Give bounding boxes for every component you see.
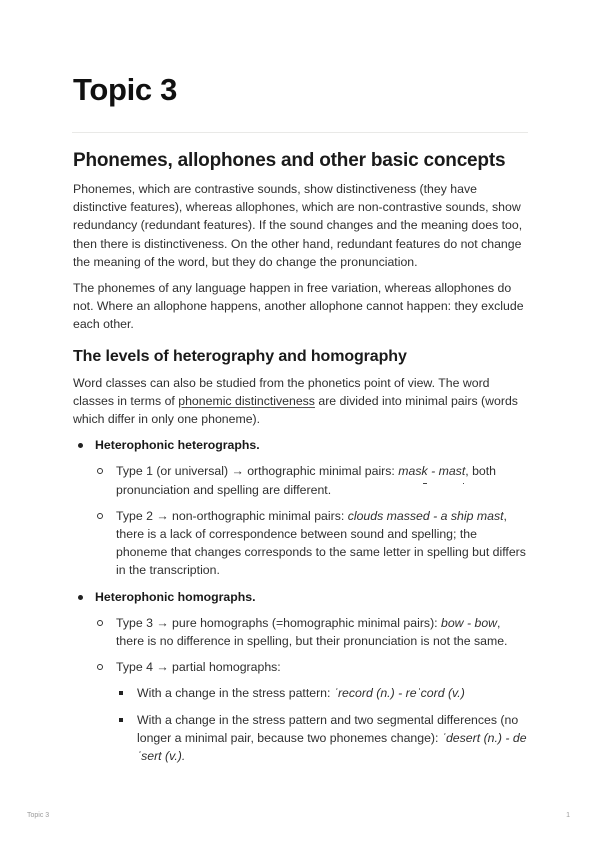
list-item-type-3: Type 3 → pure homographs (=homographic minimal pairs): bow - bow, there is no difference in spelling, but their pronunciation is not the same. xyxy=(95,614,529,650)
document-content xyxy=(73,148,529,773)
partial-homographs-sublist xyxy=(116,684,529,765)
bullet-circle-icon xyxy=(97,513,103,519)
bullet-square-icon xyxy=(119,691,123,695)
example-mask: mask xyxy=(398,464,427,478)
bullet-disc-icon xyxy=(78,443,83,448)
bullet-square-icon xyxy=(119,718,123,722)
list-item-stress-and-segmental: With a change in the stress pattern and two segmental differences (no longer a minimal pair, because two phonemes change): ˈdesert (n.) - deˈsert (v.). xyxy=(116,711,529,766)
list-item-label: Heterophonic homographs. xyxy=(95,589,256,604)
footer-document-title: Topic 3 xyxy=(27,812,50,819)
section-heading-phonemes: Phonemes, allophones and other basic concepts xyxy=(73,150,506,171)
example-record: ˈrecord (n.) - reˈcord (v.) xyxy=(333,686,465,701)
list-item-heterophonic-homographs xyxy=(73,588,529,766)
underlined-term-phonemic-distinctiveness: phonemic distinctiveness xyxy=(178,393,315,408)
paragraph-word-classes: Word classes can also be studied from the phonetics point of view. The word classes in terms of phonemic distinctiveness are divided into minimal pairs (words which differ in only one phoneme). xyxy=(73,375,518,427)
list-item-type-4: Type 4 → partial homographs: With a change in the stress pattern: ˈrecord (n.) - reˈcord (v.) With a change in the stress pattern and two segmental differences (no longer a minimal pair, because two phonemes change): ˈdesert (n.) - deˈsert (v.). xyxy=(95,658,529,765)
paragraph-phonemes-definition: Phonemes, which are contrastive sounds, show distinctiveness (they have distinctive features), whereas allophones, which are non-contrastive sounds, show redundancy (redundant features). If the sound changes and the meaning does too, then there is distinctiveness. On the other hand, redundant features do not change the meaning of the word, but they do change the pronunciation. xyxy=(73,182,523,269)
page-title: Topic 3 xyxy=(73,72,178,107)
example-clouds-massed: clouds massed - a ship mast xyxy=(347,508,504,523)
heterographs-sublist xyxy=(95,462,529,579)
example-bow: bow - bow xyxy=(441,615,498,630)
list-item-type-2: Type 2 → non-orthographic minimal pairs: clouds massed - a ship mast, there is a lack of correspondence between sound and spelling; the phoneme that changes corresponds to the same letter in spelling but differs in the transcription. xyxy=(95,507,529,580)
list-item-heterophonic-heterographs xyxy=(73,436,529,579)
footer-page-number: 1 xyxy=(566,812,570,819)
example-mast: mast xyxy=(439,464,466,478)
list-item-type-1: Type 1 (or universal) → orthographic minimal pairs: mask - mast, both pronunciation and spelling are different. xyxy=(95,462,529,498)
bullet-disc-icon xyxy=(78,595,83,600)
list-item-label: Heterophonic heterographs. xyxy=(95,438,260,453)
title-divider xyxy=(72,132,528,133)
paragraph-free-variation: The phonemes of any language happen in free variation, whereas allophones do not. Where an allophone happens, another allophone cannot happen: they exclude each other. xyxy=(73,281,524,332)
bullet-circle-icon xyxy=(97,620,103,626)
bullet-circle-icon xyxy=(97,468,103,474)
section-heading-levels: The levels of heterography and homography xyxy=(73,347,407,365)
homographs-sublist xyxy=(95,614,529,765)
bullet-circle-icon xyxy=(97,664,103,670)
example-desert: ˈdesert (n.) - deˈsert (v.) xyxy=(137,730,527,764)
list-item-stress-pattern: With a change in the stress pattern: ˈrecord (n.) - reˈcord (v.) xyxy=(116,684,529,702)
heterography-list xyxy=(73,436,529,765)
